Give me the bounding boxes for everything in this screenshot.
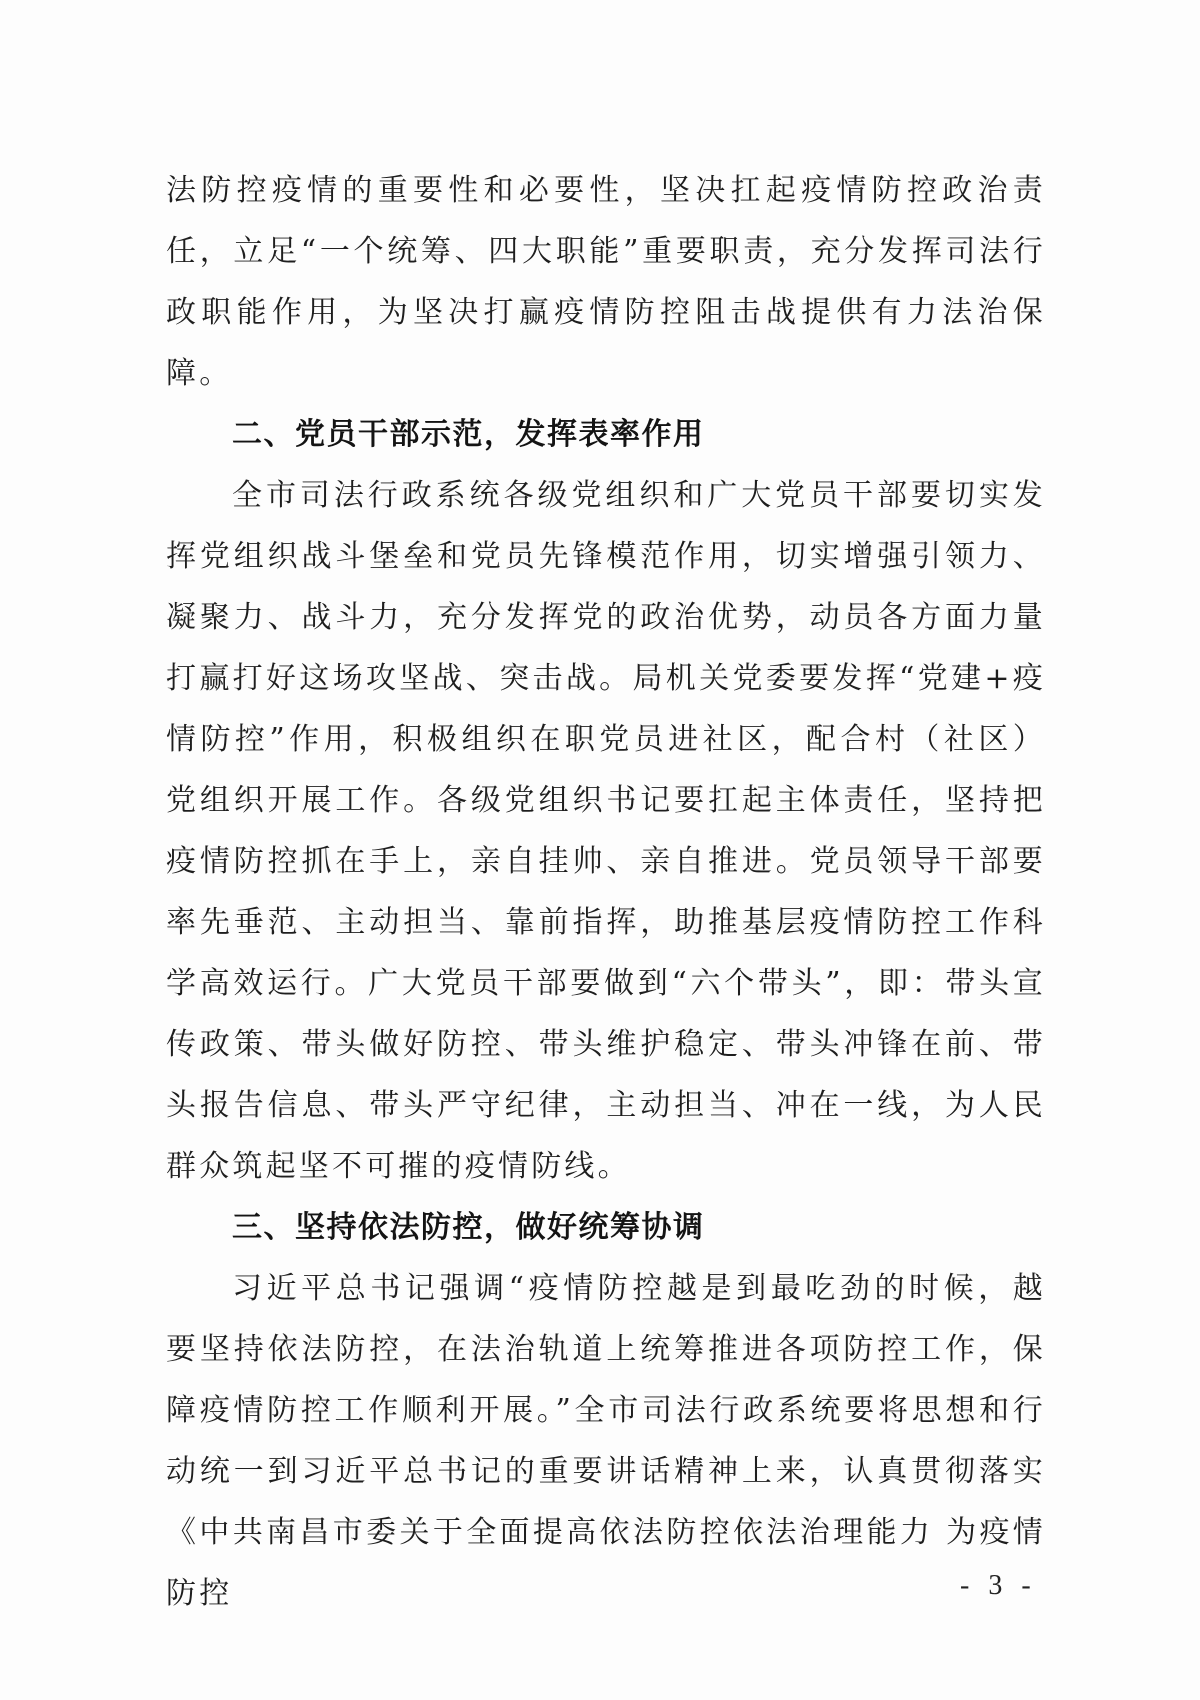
paragraph-continued: 法防控疫情的重要性和必要性，坚决扛起疫情防控政治责任，立足“一个统筹、四大职能”重要职责，充分发挥司法行政职能作用，为坚决打赢疫情防控阻击战提供有力法治保障。 [166,173,1046,391]
page-number: - 3 - [960,1570,1037,1601]
document-body [166,160,1046,1624]
section-heading-three: 三、坚持依法防控，做好统筹协调 [232,1210,705,1245]
paragraph-lawful-prevention: 习近平总书记强调“疫情防控越是到最吃劲的时候，越要坚持依法防控，在法治轨道上统筹推进各项防控工作，保障疫情防控工作顺利开展。”全市司法行政系统要将思想和行动统一到习近平总书记的重要讲话精神上来，认真贯彻落实《中共南昌市委关于全面提高依法防控依法治理能力 为疫情防控 [166,1271,1046,1611]
paragraph-party-members: 全市司法行政系统各级党组织和广大党员干部要切实发挥党组织战斗堡垒和党员先锋模范作用，切实增强引领力、凝聚力、战斗力，充分发挥党的政治优势，动员各方面力量打赢打好这场攻坚战、突击战。局机关党委要发挥“党建+疫情防控”作用，积极组织在职党员进社区，配合村（社区）党组织开展工作。各级党组织书记要扛起主体责任，坚持把疫情防控抓在手上，亲自挂帅、亲自推进。党员领导干部要率先垂范、主动担当、靠前指挥，助推基层疫情防控工作科学高效运行。广大党员干部要做到“六个带头”，即：带头宣传政策、带头做好防控、带头维护稳定、带头冲锋在前、带头报告信息、带头严守纪律，主动担当、冲在一线，为人民群众筑起坚不可摧的疫情防线。 [166,478,1046,1184]
section-heading-two: 二、党员干部示范，发挥表率作用 [232,417,705,452]
